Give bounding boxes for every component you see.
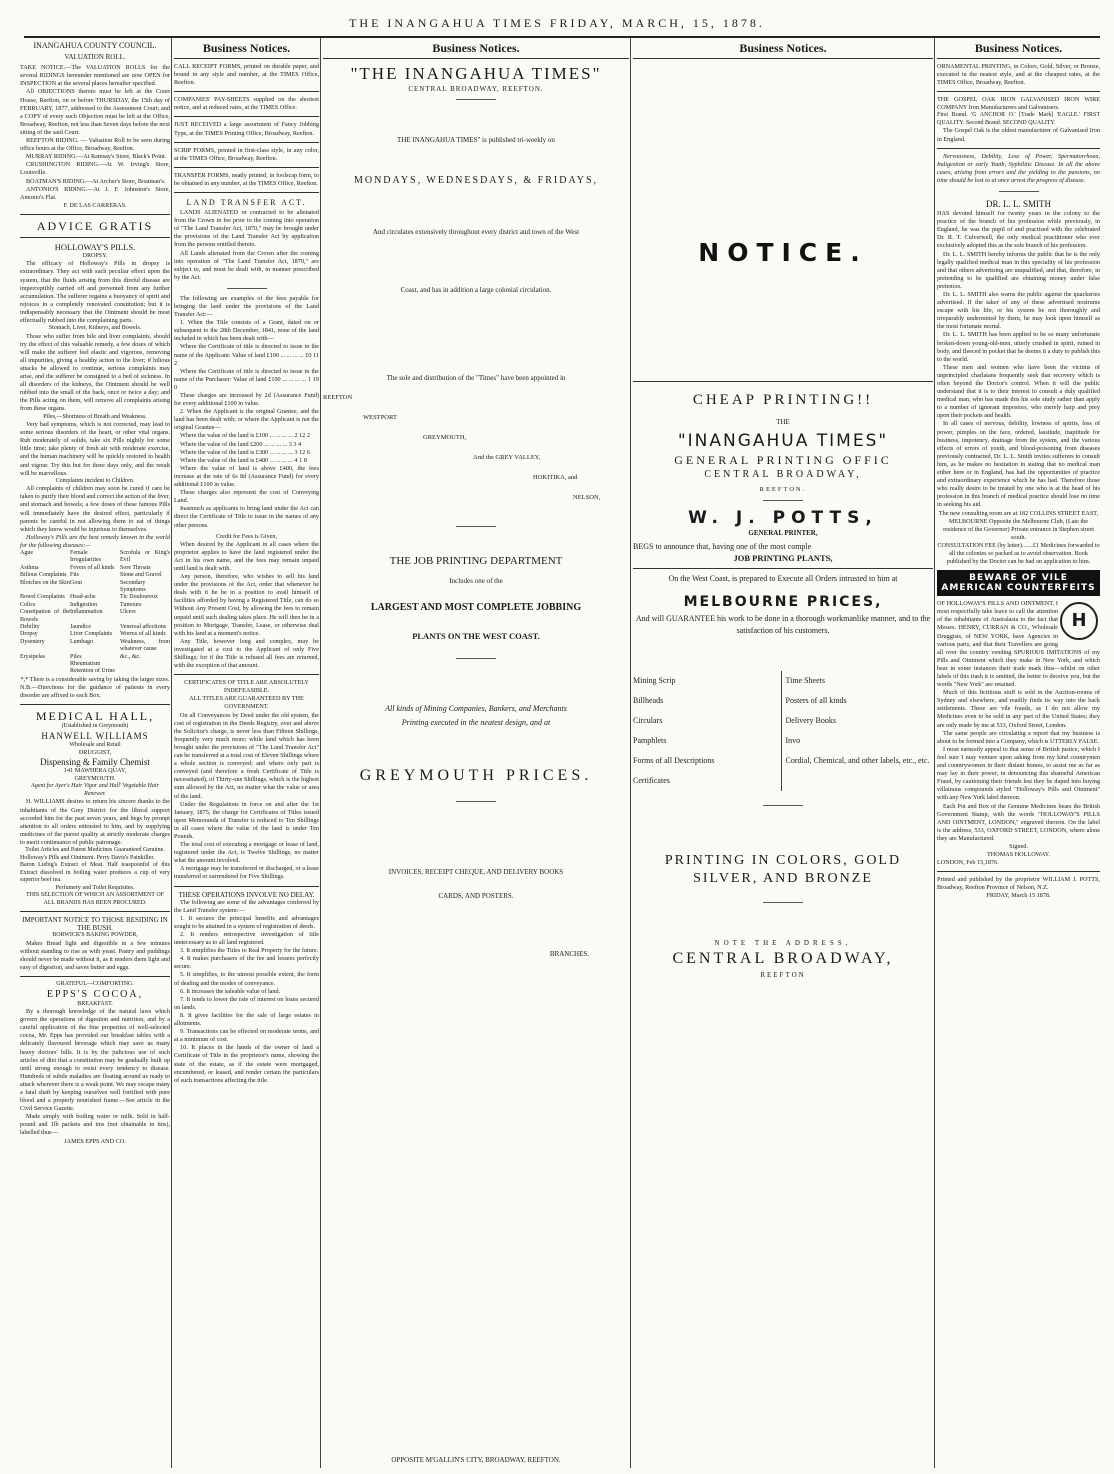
- council-signature: F. DE LAS CARRERAS.: [63, 201, 127, 209]
- disease-cell: Stone and Gravel: [120, 572, 162, 579]
- council-heading: INANGAHUA COUNTY COUNCIL.: [33, 41, 157, 50]
- liebig-line: Baron Liebig's Extract of Meat. Half teaspoonful of this Extract dissolved in boiling water produces a cup of very superior beef tea.: [20, 862, 170, 883]
- services-right: [781, 671, 934, 791]
- advantage-item: 7. It tends to lower the rate of interest on loans secured on lands.: [174, 995, 319, 1011]
- assortment-line: THIS SELECTION OF WHICH AN ASSORTMENT OF ALL BRANDS HAS BEEN PROCURED.: [25, 892, 165, 906]
- disease-cell: Tumours: [120, 601, 142, 608]
- stomach-heading: Stomach, Liver, Kidneys, and Bowels.: [48, 325, 142, 332]
- disease-cell: Secondary Symptoms: [120, 579, 146, 593]
- service-item: Posters of all kinds: [785, 696, 847, 706]
- disease-cell: [20, 668, 70, 675]
- disease-row: [20, 654, 170, 661]
- fees-example: These charges also represent the cost of Conveying Land.: [174, 489, 319, 505]
- directions-note: N.B.—Directions for the guidance of patients in every disorder are affixed to each Box.: [20, 683, 170, 700]
- disease-cell: Weakness, from whatever cause: [120, 638, 170, 653]
- cards-line: CARDS, AND POSTERS.: [438, 891, 514, 900]
- grateful-line: GRATEFUL—COMFORTING.: [56, 981, 134, 988]
- dr-smith-text: In all cases of nervous, debility, lowness of spirits, loss of power, pimples on the face, ordered, lassitude, inaptitude for business, impotency, drainage from the system, and the various effects of errors of youth, and blood-poisoning from diseases previously contracted, Dr. L. L. Smith invites sufferers to consult him, as he makes no hesitation in stating that no medical man either here or in England, has had the opportunities of practice and extraordinary experience which he has had. Therefore those who really desire to be treated by one who is at the head of his profession in this branch of medical practice should lose no time in seeking his aid.: [937, 420, 1100, 509]
- borwick-heading: BORWICK'S BAKING POWDER,: [52, 932, 138, 939]
- service-item: Certificates: [633, 776, 670, 786]
- dr-smith-text: These men and women who have been the victims of unprincipled charlatans frequently seek that recovery which is often beyond the Doctor's control. When it will the public understand that it is to their interest to consult a duly qualified medical man, who has made this his sole study rather than apply to a number of ignorant impostors, who merely harp and prey upon their pockets and health.: [937, 363, 1100, 420]
- transfer-forms-ad: TRANSFER FORMS, neatly printed, in foolscap form, to be obtained in any number, at the TIMES Office, Reefton.: [174, 171, 319, 187]
- ornamental-ad: ORNAMENTAL PRINTING, in Colors, Gold, Silver, or Bronze, executed in the neatest style, and at the cheapest rates, at the TIMES Office, Broadway, Reefton.: [937, 63, 1100, 87]
- disease-cell: Erysipelas: [20, 653, 45, 660]
- breakfast-line: BREAKFAST.: [77, 1000, 113, 1007]
- disease-cell: Sore Throats: [120, 564, 151, 571]
- largest-line: LARGEST AND MOST COMPLETE JOBBING: [370, 601, 582, 613]
- operations-heading: THESE OPERATIONS INVOLVE NO DELAY.: [178, 890, 315, 899]
- plants-line: JOB PRINTING PLANTS,: [733, 553, 833, 564]
- toilet-line: Toilet Articles and Patent Medicines Guaranteed Genuine.: [25, 847, 165, 853]
- nervousness-ad: Nervousness, Debility, Loss of Power, Spermatorrhoea, Indigestion or early Youth, Syphilitic Disease. In all the above cases, arising from errors and the yielding to the passions, no time should be lost to at once arrest the progress of disease.: [937, 152, 1100, 184]
- fees-example: Where the Certificate of title is directed to issue in the name of the Applicant: Value of land £100 ... ... ... ... £0 11 2: [174, 343, 319, 367]
- valuation-roll-heading: VALUATION ROLL.: [64, 53, 126, 62]
- times-title: "THE INANGAHUA TIMES": [350, 64, 602, 83]
- publishing-days: MONDAYS, WEDNESDAYS, & FRIDAYS,: [353, 175, 599, 187]
- opposite-line: OPPOSITE M'GALLIN'S CITY, BROADWAY, REEFTON.: [391, 1455, 561, 1464]
- service-item: Forms of all Descriptions: [633, 756, 715, 766]
- valuation-objections: All OBJECTIONS thereto must be left at the Court House, Reefton, on or before THURSDAY, the 15th day of FEBRUARY, 1877, addressed to the Assessment Court; and a COPY of every such Objection must be left at the Office, Broadway, Reefton, not less than Seven days before the next sitting of the said Court.: [20, 88, 170, 136]
- disease-cell: Head-ache: [70, 594, 96, 601]
- central-broadway: CENTRAL BROADWAY,: [704, 469, 862, 481]
- holloway-signature: THOMAS HOLLOWAY.: [987, 851, 1050, 859]
- fee-row: Where the value of the land is £100 ... ... ... ... 2 12 2: [180, 432, 310, 440]
- holloway-text: The same people are circulating a report that my business is about to be formed into a Company, which is UTTERLY FALSE.: [937, 729, 1100, 745]
- gospel-oak-note: The Gospel Oak is the oldest manufacturer of Galvanised Iron in England.: [937, 127, 1100, 143]
- greymouth-line: GREYMOUTH.: [74, 775, 116, 783]
- painkiller-line: Holloway's Pills and Ointment. Perry Davis's Painkiller.: [20, 854, 155, 861]
- advantage-item: 10. It places in the hands of the owner of land a Certificate of Title in the proprietor's name, showing the state of the estate, as if the estate were mortgaged, encumbered, or leased, and render certain the particulars of such transactions affecting the title.: [174, 1044, 319, 1084]
- children-heading: Complaints incident to Children.: [55, 477, 135, 484]
- column-4: [633, 38, 933, 1468]
- reefton-line: REEFTON.: [759, 486, 807, 494]
- disease-cell: Dysentery: [20, 638, 45, 645]
- disease-cell: Tic Douloureux: [120, 594, 158, 601]
- service-item: Circulars: [633, 716, 663, 726]
- agency-grey-valley: And the GREY VALLEY,: [473, 454, 541, 462]
- disease-cell: Lumbago: [70, 638, 93, 645]
- druggist-line: DRUGGIST,: [78, 749, 112, 757]
- disease-row: [20, 631, 170, 638]
- service-item: Time Sheets: [785, 676, 825, 686]
- column-3: [323, 38, 629, 1468]
- mining-line: All kinds of Mining Companies, Bankers, and Merchants: [385, 703, 567, 713]
- disease-cell: Fevers of all kinds: [70, 564, 115, 571]
- land-text: All Lands alienated from the Crown after the coming into operation of "The Land Transfer Act, 1870," are subject to, and must be dealt with, in manner prescribed by the Act.: [174, 249, 319, 281]
- advantages-list: [174, 915, 319, 1085]
- advantage-item: 3. It simplifies the Titles to Real Property for the future.: [180, 947, 319, 955]
- general-printing: GENERAL PRINTING OFFIC: [674, 453, 892, 468]
- disease-cell: &c., &c.: [120, 653, 141, 660]
- fee-row: Where the value of the land is £300 ... ... ... ... 3 12 6: [180, 448, 310, 456]
- column-header: Business Notices.: [174, 38, 319, 59]
- disease-cell: [120, 668, 170, 675]
- the-line: THE: [776, 418, 790, 426]
- imprint-date: FRIDAY, March 15 1878.: [986, 892, 1051, 900]
- disease-row: [20, 572, 170, 579]
- epps-text: By a thorough knowledge of the natural laws which govern the operations of digestion and nutrition, and by a careful application of the fine properties of well-selected cocoa, Mr. Epps has provided our breakfast tables with a delicately flavoured beverage which may save us many heavy doctors' bills. It is by the judicious use of such articles of diet that a constitution may be gradually built up until strong enough to resist every tendency to disease. Hundreds of subtle maladies are floating around us ready to attack wherever there is a weak point. We may escape many a fatal shaft by keeping ourselves well fortified with pure blood and a properly nourished frame.—See article in the Civil Service Gazette.: [20, 1008, 170, 1113]
- disease-cell: Bowel Complaints: [20, 594, 65, 601]
- disease-cell: Ulcers: [120, 609, 136, 616]
- receipt-forms-ad: CALL RECEIPT FORMS, printed on durable paper, and bound in any style and number, at the TIMES Office, Reefton.: [174, 63, 319, 87]
- column-divider: [934, 38, 935, 1468]
- printing-services: [633, 671, 933, 791]
- published-line: THE INANGAHUA TIMES" is published tri-weekly on: [397, 136, 555, 145]
- medical-hall-heading: MEDICAL HALL,: [35, 709, 155, 724]
- service-item: Billheads: [633, 696, 664, 706]
- land-text: LANDS ALIENATED or contracted to be alienated from the Crown in fee prior to the coming into operation of "The Land Transfer Act, 1870," may be brought under the provisions of the Land Transfer Act by application from the persons entitled thereto.: [174, 209, 319, 249]
- potts-name: W. J. POTTS,: [688, 508, 878, 529]
- advantage-item: 1. It secures the principal benefits and advantages sought to be attained in a system of registration of deeds.: [174, 914, 319, 930]
- disease-cell: Retention of Urine: [70, 668, 115, 675]
- general-printer: GENERAL PRINTER,: [748, 529, 818, 538]
- guaranteed-heading: ALL TITLES ARE GUARANTEED BY THE GOVERNMENT.: [189, 695, 304, 711]
- inangahua-times-display: "INANGAHUA TIMES": [677, 431, 889, 452]
- cheap-printing: CHEAP PRINTING!!: [692, 392, 874, 408]
- williams-text: H. WILLIAMS desires to return his sincere thanks to the inhabitants of the Grey District for the liberal support accorded him for the past seven years, and begs by prompt attention to all orders entrusted to him, and by supplying medicines of the purest quality at strictly moderate charges to merit continuance of public patronage.: [20, 798, 170, 846]
- disease-cell: Indigestion: [70, 601, 97, 608]
- holloway-text: [937, 600, 1100, 689]
- valuation-notice: TAKE NOTICE.—The VALUATION ROLLS for the several RIDINGS hereunder mentioned are now OPEN for INSPECTION at the several places hereafter specified.: [20, 64, 170, 88]
- invoices-line: INVOICES, RECEIPT CHEQUE, AND DELIVERY BOOKS: [388, 867, 564, 876]
- service-item: Delivery Books: [785, 716, 836, 726]
- beware-banner: BEWARE OF VILE AMERICAN COUNTERFEITS: [937, 570, 1100, 596]
- circulation-line: And circulates extensively throughout every district and town of the West: [372, 228, 580, 237]
- government-text: Under the Regulations in force on and after the 1st January, 1875, the charge for Certificates of Titles issued upon Memoranda of Transfer is reduced to Ten Shillings in all cases where the value of the land is under Ten Pounds.: [174, 800, 319, 840]
- borwick-text: Makes Bread light and digestible in a few minutes without standing to rise as with yeast. Pastry and puddings should never be made without it, as it renders them light and easy of digestion, and saves butter and eggs.: [20, 939, 170, 971]
- disease-cell: Debility: [20, 624, 40, 631]
- column-header: Business Notices.: [937, 38, 1100, 59]
- agency-westport: WESTPORT: [363, 414, 397, 422]
- dr-smith-text: Dr. L. L. SMITH has been applied to be so many unfortunate broken-down young-old-men, utterly crushed in spirit, ruined in body, and fleeced in pocket that he deems it a duty to publish this to the world.: [937, 331, 1100, 363]
- disease-cell: Venereal affections: [120, 624, 167, 631]
- disease-row: [20, 550, 170, 565]
- dispensing-line: Dispensing & Family Chemist: [40, 757, 150, 768]
- stomach-text: Those who suffer from bile and liver complaints, should try the effect of this valuable remedy, a few doses of which will make the sufferer feel elastic and vigorous, removing all impurities, giving a healthy action to the liver; if bilious attacks be allowed to continue, serious complaints may arise, and the sufferer be consigned to a bed of sickness. In all disorders of the kidneys, the Ointment should be well rubbed into the small of the back, once or twice a day; and the Pills acting on them, will remove all complaints arising from these organs.: [20, 332, 170, 413]
- colonial-line: Coast, and has in addition a large colonial circulation.: [400, 286, 552, 295]
- guarantee-line: And will GUARANTEE his work to be done in a thorough workmanlike manner, and to the satisfaction of his customers.: [635, 614, 931, 636]
- imprint: Printed and published by the proprietor WILLIAM J. POTTS, Broadway, Reefton Province of Nelson, N.Z.: [937, 876, 1100, 892]
- trade-mark-icon: H: [1060, 602, 1098, 640]
- credit-text: When desired by the Applicant in all cases where the proprietor applies to have the land registered under the Act in his own name, and the fees may remain unpaid until land is dealt with.: [174, 540, 319, 572]
- riding-item: ANTONIO'S RIDING.—At J. F. Johnston's Store, Antonio's Flat.: [20, 185, 170, 201]
- piles-text: Very bad symptoms, which is not corrected, may lead to some serious disorders of the heart, or other vital organs. Rub moderately of solids, take six Pills nightly for some little time; take plenty of fresh air with moderate exercise, and the human machinery will be quickly restored to health and vigour. Try this but for three days only, and the result will be marvellous.: [20, 421, 170, 477]
- epps-signature: JAMES EPPS AND CO.: [64, 1137, 126, 1145]
- disease-cell: Fits: [70, 572, 80, 579]
- column-header: Business Notices.: [323, 38, 629, 59]
- disease-cell: Inflammation: [70, 609, 103, 616]
- credit-text: Any person, therefore, who wishes to sell his land under the provisions of the Act, order that whenever he deals with it he be in a position to avail himself of facilities afforded by having a Registered Title, can do so Without Any Present Cost, by allowing the fees to remain unpaid until such dealing takes place. He will then be in a position to Mortgage, Transfer, Lease, or otherwise deal with his land at a moment's notice.: [174, 573, 319, 637]
- includes-line: Includes one of the: [449, 577, 503, 586]
- agency-hokitika: HOKITIKA, and: [533, 474, 578, 482]
- quay-address: 141 MAWHERA QUAY,: [63, 767, 127, 775]
- consulting-rooms: The new consulting room are at 182 COLLINS STREET EAST, MELBOURNE Opposite the Melbourne Club, (Late the residence of the Governor) Private entrance in Stephen street south.: [938, 509, 1099, 541]
- piles-heading: Piles,—Shortness of Breath and Weakness.: [43, 413, 147, 420]
- dr-smith-text: Dr. L. L. SMITH also warns the public against the quackeries advertised. If the taker of any of these advertised nostrums escape with his life, or his system be not thoroughly and irreparably undermined by them, he may look upon himself as the most fortunate mortal.: [937, 290, 1100, 331]
- holloway-text: I most earnestly appeal to that sense of British justice, which I feel sure I may venture upon asking from my kind countrymen and countrywomen in their distant homes, to assist me as far as may lay in their power, in denouncing this shameful American Fraud, by cautioning their friends lest they be duped into buying villainous compounds styled "Holloway's Pills and Ointment" with any New York label thereon.: [937, 745, 1100, 802]
- reefton-address: REEFTON: [760, 971, 806, 980]
- column-divider: [171, 38, 172, 1468]
- agents-line: The sole and distribution of the "Times" have been appointed in: [386, 374, 566, 383]
- job-department: THE JOB PRINTING DEPARTMENT: [389, 555, 563, 568]
- signed-line: Signed.: [1009, 842, 1028, 850]
- disease-cell: [120, 661, 170, 668]
- disease-cell: Bilious Complaints: [20, 572, 67, 579]
- agent-line: Agent for Ayer's Hair Vigor and Hall' Vegetable Hair Renewer.: [31, 783, 159, 797]
- west-coast-line: On the West Coast, is prepared to Execute all Orders intrusted to him at: [668, 574, 898, 584]
- advantage-item: 9. Transactions can be effected on moderate terms, and at a minimum of cost.: [174, 1028, 319, 1044]
- remedy-note: Holloway's Pills are the best remedy known in the world for the following diseases:—: [20, 533, 170, 549]
- branches-line: BRANCHES.: [549, 949, 589, 958]
- times-address: CENTRAL BROADWAY, REEFTON.: [408, 85, 544, 93]
- disease-cell: Gout: [70, 579, 82, 586]
- disease-cell: Asthma: [20, 564, 39, 571]
- land-transfer-heading: LAND TRANSFER ACT.: [186, 198, 307, 208]
- column-divider: [630, 38, 631, 1468]
- credit-heading: Credit for Fees is Given,: [215, 532, 277, 540]
- fee-row: Where the value of the land is £400 ... ... ... ... 4 1 8: [180, 456, 307, 464]
- consultation-fee: CONSULTATION FEE (by letter).......£1 Medicines forwarded to all the colonies so packed as to avoid observation. Book published by the Doctor can be had on application to him.: [937, 541, 1100, 566]
- riding-item: REEFTON RIDING. — Valuation Roll to be seen during office hours at the Office, Broadway, Reefton.: [20, 137, 170, 153]
- london-date: LONDON, Feb 15,1876.: [937, 859, 999, 867]
- greymouth-prices: GREYMOUTH PRICES.: [359, 766, 593, 784]
- dr-smith-heading: DR. L. L. SMITH: [986, 199, 1051, 210]
- advantages-intro: The following are some of the advantages conferred by the Land Transfer system:—: [174, 898, 319, 914]
- jobbing-type-ad: JUST RECEIVED a large assortment of Fancy Jobbing Type, at the TIMES Printing Office, Broadway, Reefton.: [174, 121, 319, 137]
- dropsy-text: The efficacy of Holloway's Pills in dropsy is extraordinary. They act with such peculiar effect upon the system, that the fluids arising from this direful disease are imperceptibly carried off and prevented from any further accumulation. The sufferer regains a buoyancy of spirit and rejoices in a completely renovated constitution; but it is indispensably necessary that the Ointment should be most effectually rubbed into the complaining parts.: [20, 260, 170, 325]
- disease-cell: Worms of all kinds: [120, 631, 166, 638]
- holloway-text: Much of this fictitious stuff is sold in the Auction-rooms of Sydney and elsewhere, and readily finds its way into the back settlements. These are vile frauds, as I do not allow my Medicines even to be sold in any part of the United States; they are only made by me at 533, Oxford Street, London.: [937, 689, 1100, 729]
- disease-row: [20, 668, 170, 675]
- disease-row: [20, 594, 170, 601]
- begs-line: BEGS to announce that, having one of the most comple: [633, 542, 812, 552]
- riding-item: MURRAY RIDING.—At Ramsay's Store, Black's Point.: [26, 153, 167, 161]
- masthead: THE INANGAHUA TIMES FRIDAY, MARCH, 15, 1878.: [349, 16, 765, 30]
- holloway-paragraph: OF HOLLOWAY'S PILLS AND OINTMENT. I most respectfully take leave to call the attention of the inhabitants of Australasia to the fact that Messrs. HENRY, CURRAN & CO., Wholesale Druggists, of NEW YORK, have Agencies in various parts, and that their Travellers are going all over the country vending SPURIOUS IMITATIONS of my Pills and Ointment which they make in New York, and which bear in some instances their trade mark thus—whilst on other labels of this trash it is omitted, the better to deceive you, but the words "New York" are retained.: [937, 600, 1100, 689]
- government-text: The total cost of executing a mortgage or lease of land, registered under the Act, is Twelve Shillings, no matter what the amount involved.: [174, 841, 319, 865]
- disease-cell: Scrofula or King's Evil: [120, 549, 170, 564]
- service-item: Mining Scrip: [633, 676, 676, 686]
- disease-row: [20, 565, 170, 572]
- services-left: [633, 671, 781, 791]
- disease-row: [20, 580, 170, 595]
- advantage-item: 4. It makes purchasers of the fee and lessees perfectly secure.: [174, 955, 319, 971]
- dr-smith-text: Dr. L. L. SMITH hereby informs the public that he is the only legally qualified medical man in this speciality of his profession and that others advertising are unqualified, and that, therefore, in pretending to be qualified are obtaining money under false pretences.: [937, 250, 1100, 290]
- printing-design-line: Printing executed in the neatest design, and at: [401, 717, 551, 727]
- important-notice: IMPORTANT NOTICE TO THOSE RESIDING IN THE BUSH.: [22, 916, 168, 933]
- fees-example: 2. When the Applicant is the original Grantee, and the land has been dealt with; or where the Applicant is not the original Grantee—: [174, 408, 319, 432]
- melbourne-prices: MELBOURNE PRICES,: [683, 594, 883, 611]
- fees-example: Inasmuch as applicants to bring land under the Act can direct the Certificate of Title to issue in the names of any other persons.: [174, 505, 319, 529]
- epps-made: Made simply with boiling water or milk. Sold in half-pound and 1lb packets and tins (not obtainable in tins), labelled thus—: [20, 1113, 170, 1137]
- agency-greymouth: GREYMOUTH,: [423, 434, 467, 442]
- column-2: [174, 38, 319, 1468]
- fees-example: Where the value of land is above £400, the fees increase at the rate of 6s 8d (Assurance Fund) for every additional £100 in value.: [174, 464, 319, 489]
- column-1: [20, 38, 170, 1468]
- children-text: All complaints of children may soon be cured if care be taken to purify their blood and correct the action of the liver, and stomach and bowels; a few doses of these famous Pills will immediately have the desired effect, particularly if parents be careful in not allowing them to eat of things which they know would be injurious to themselves.: [20, 485, 170, 533]
- agency-nelson: NELSON,: [573, 494, 601, 502]
- disease-cell: Female Irregularities: [70, 549, 101, 564]
- disease-table: [20, 550, 170, 676]
- disease-cell: Blotches on the Skin: [20, 579, 70, 586]
- disease-cell: Colics: [20, 601, 36, 608]
- fees-intro: The following are examples of the fees payable for bringing the land under the provisions of the Land Transfer Act:—: [174, 294, 319, 319]
- government-text: A mortgage may be transferred or discharged, or a lease transferred or surrendered for Five Shillings.: [174, 865, 319, 881]
- fees-example: Where the Certificate of title is directed to issue in the name of the Purchaser: Value of land £100 ... ... ... ... 1 19 0: [174, 367, 319, 391]
- holloway-pills-heading: HOLLOWAY'S PILLS.: [54, 241, 136, 252]
- plants-line: PLANTS ON THE WEST COAST.: [412, 630, 540, 641]
- hanwell-williams: HANWELL WILLIAMS: [41, 730, 149, 741]
- wholesale-line: Wholesale and Retail: [69, 741, 121, 748]
- saving-note: *,* There is a considerable saving by taking the larger sizes.: [20, 675, 170, 683]
- certificates-heading: CERTIFICATES OF TITLE ARE ABSOLUTELY INDEFEASIBLE.: [184, 679, 309, 695]
- holloway-text: Each Pot and Box of the Genuine Medicines bears the British Government Stamp, with the words "HOLLOWAY'S PILLS AND OINTMENT, LONDON," engraved thereon. On the label is the address, 533, OXFORD STREET, LONDON, where alone they are Manufactured.: [937, 802, 1100, 842]
- column-header: Business Notices.: [633, 38, 933, 59]
- gospel-brands: First Brand. 'G ANCHOR O.' [Trade Mark] 'EAGLE.' FIRST QUALITY. Second Brand. SECOND QUALITY.: [937, 112, 1100, 126]
- pay-sheets-ad: COMPANIES' PAY-SHEETS supplied on the shortest notice, and at reduced rates, at the TIMES Office.: [174, 96, 319, 112]
- fees-example: 1. When the Title consists of a Grant, dated on or subsequent to the 28th December, 1841, none of the land included in which has been dealt with—: [174, 319, 319, 343]
- column-divider: [320, 38, 321, 1468]
- epps-cocoa-heading: EPPS'S COCOA,: [46, 988, 144, 1000]
- medical-hall-sub: (Established in Greymouth): [61, 723, 129, 730]
- disease-cell: Constipation of the Bowels: [20, 609, 70, 623]
- disease-cell: Liver Complaints: [70, 631, 113, 638]
- service-item: Pamphlets: [633, 736, 667, 746]
- disease-row: [20, 639, 170, 654]
- perfumery-line: Perfumery and Toilet Requisites.: [55, 884, 135, 891]
- note-address: NOTE THE ADDRESS,: [714, 939, 852, 948]
- disease-cell: Dropsy: [20, 631, 38, 638]
- disease-row: [20, 609, 170, 624]
- advantage-item: 8. It gives facilities for the sale of large estates in allotments.: [174, 1011, 319, 1028]
- riding-item: CRUSHINGTON RIDING.—At W. Irving's Store, Louisville.: [20, 161, 170, 177]
- advantage-item: 6. It increases the saleable value of land.: [180, 987, 281, 995]
- notice-heading: NOTICE.: [698, 238, 868, 267]
- scrip-forms-ad: SCRIP FORMS, printed in first-class style, in any color, at the TIMES Office, Broadway, Reefton.: [174, 146, 319, 162]
- service-item: Invo: [785, 736, 801, 746]
- service-item: Cordial, Chemical, and other labels, etc., etc.: [785, 756, 930, 766]
- credit-text: Any Title, however long and complex, may be investigated at a cost to the Applicant of only Five Shillings; for if the Title is refused all fees are returned, with the exception of that amount.: [174, 637, 319, 670]
- central-broadway-address: CENTRAL BROADWAY,: [672, 950, 894, 968]
- disease-cell: Piles: [70, 653, 82, 660]
- riding-item: BOATMAN'S RIDING.—At Archer's Store, Boatman's.: [26, 177, 166, 185]
- agency-reefton: REEFTON: [323, 394, 353, 402]
- advantage-item: 5. It simplifies, to the utmost possible extent, the form of dealing and the modes of conveyance.: [174, 971, 319, 987]
- government-text: On all Conveyances by Deed under the old system, the cost of registration in the Deeds Registry, over and above the Solicitor's charge, is never less than Fifteen Shillings, frequently very much more; while land which has been brought under the provisions of "The Land Transfer Act" can be transferred at a total cost of Eleven Shillings where a whole section is conveyed; and where only part is conveyed (and therefore a fresh Certificate of Title is necessitated), of Thirty-one Shillings, which is the highest sum allowed by the Act, no matter what the value or area of the land.: [174, 711, 319, 800]
- disease-cell: Jaundice: [70, 624, 91, 631]
- dr-smith-text: HAS devoted himself for twenty years in the colony to the practice of the branch of his profession while previously, in England, he was the pupil of and practised with the celebrated Dr. R. T. Culverwell, the only medical practitioner who ever exclusively adopted this as the sole branch of his profession.: [937, 210, 1100, 250]
- column-5: [937, 38, 1100, 1468]
- advice-gratis-heading: ADVICE GRATIS: [36, 218, 154, 233]
- colors-heading: PRINTING IN COLORS, GOLD SILVER, AND BRONZE: [664, 853, 902, 887]
- fee-row: Where the value of the land £200 ... ... ... ... 3 3 4: [180, 440, 302, 448]
- dropsy-heading: DROPSY.: [82, 252, 108, 259]
- advantage-item: 2. It renders retrospective investigation of title unnecessary as to all land registered.: [174, 931, 319, 947]
- gospel-oak-ad: THE GOSPEL OAK IRON GALVANISED IRON WIRE COMPANY Iron Manufacturers and Galvanisers.: [937, 96, 1100, 112]
- disease-cell: Ague: [20, 549, 33, 556]
- disease-cell: Rheumatism: [70, 661, 101, 668]
- disease-cell: [20, 661, 70, 668]
- fees-example: These charges are increased by 2d (Assurance Fund) for every additional £100 in value.: [174, 392, 319, 408]
